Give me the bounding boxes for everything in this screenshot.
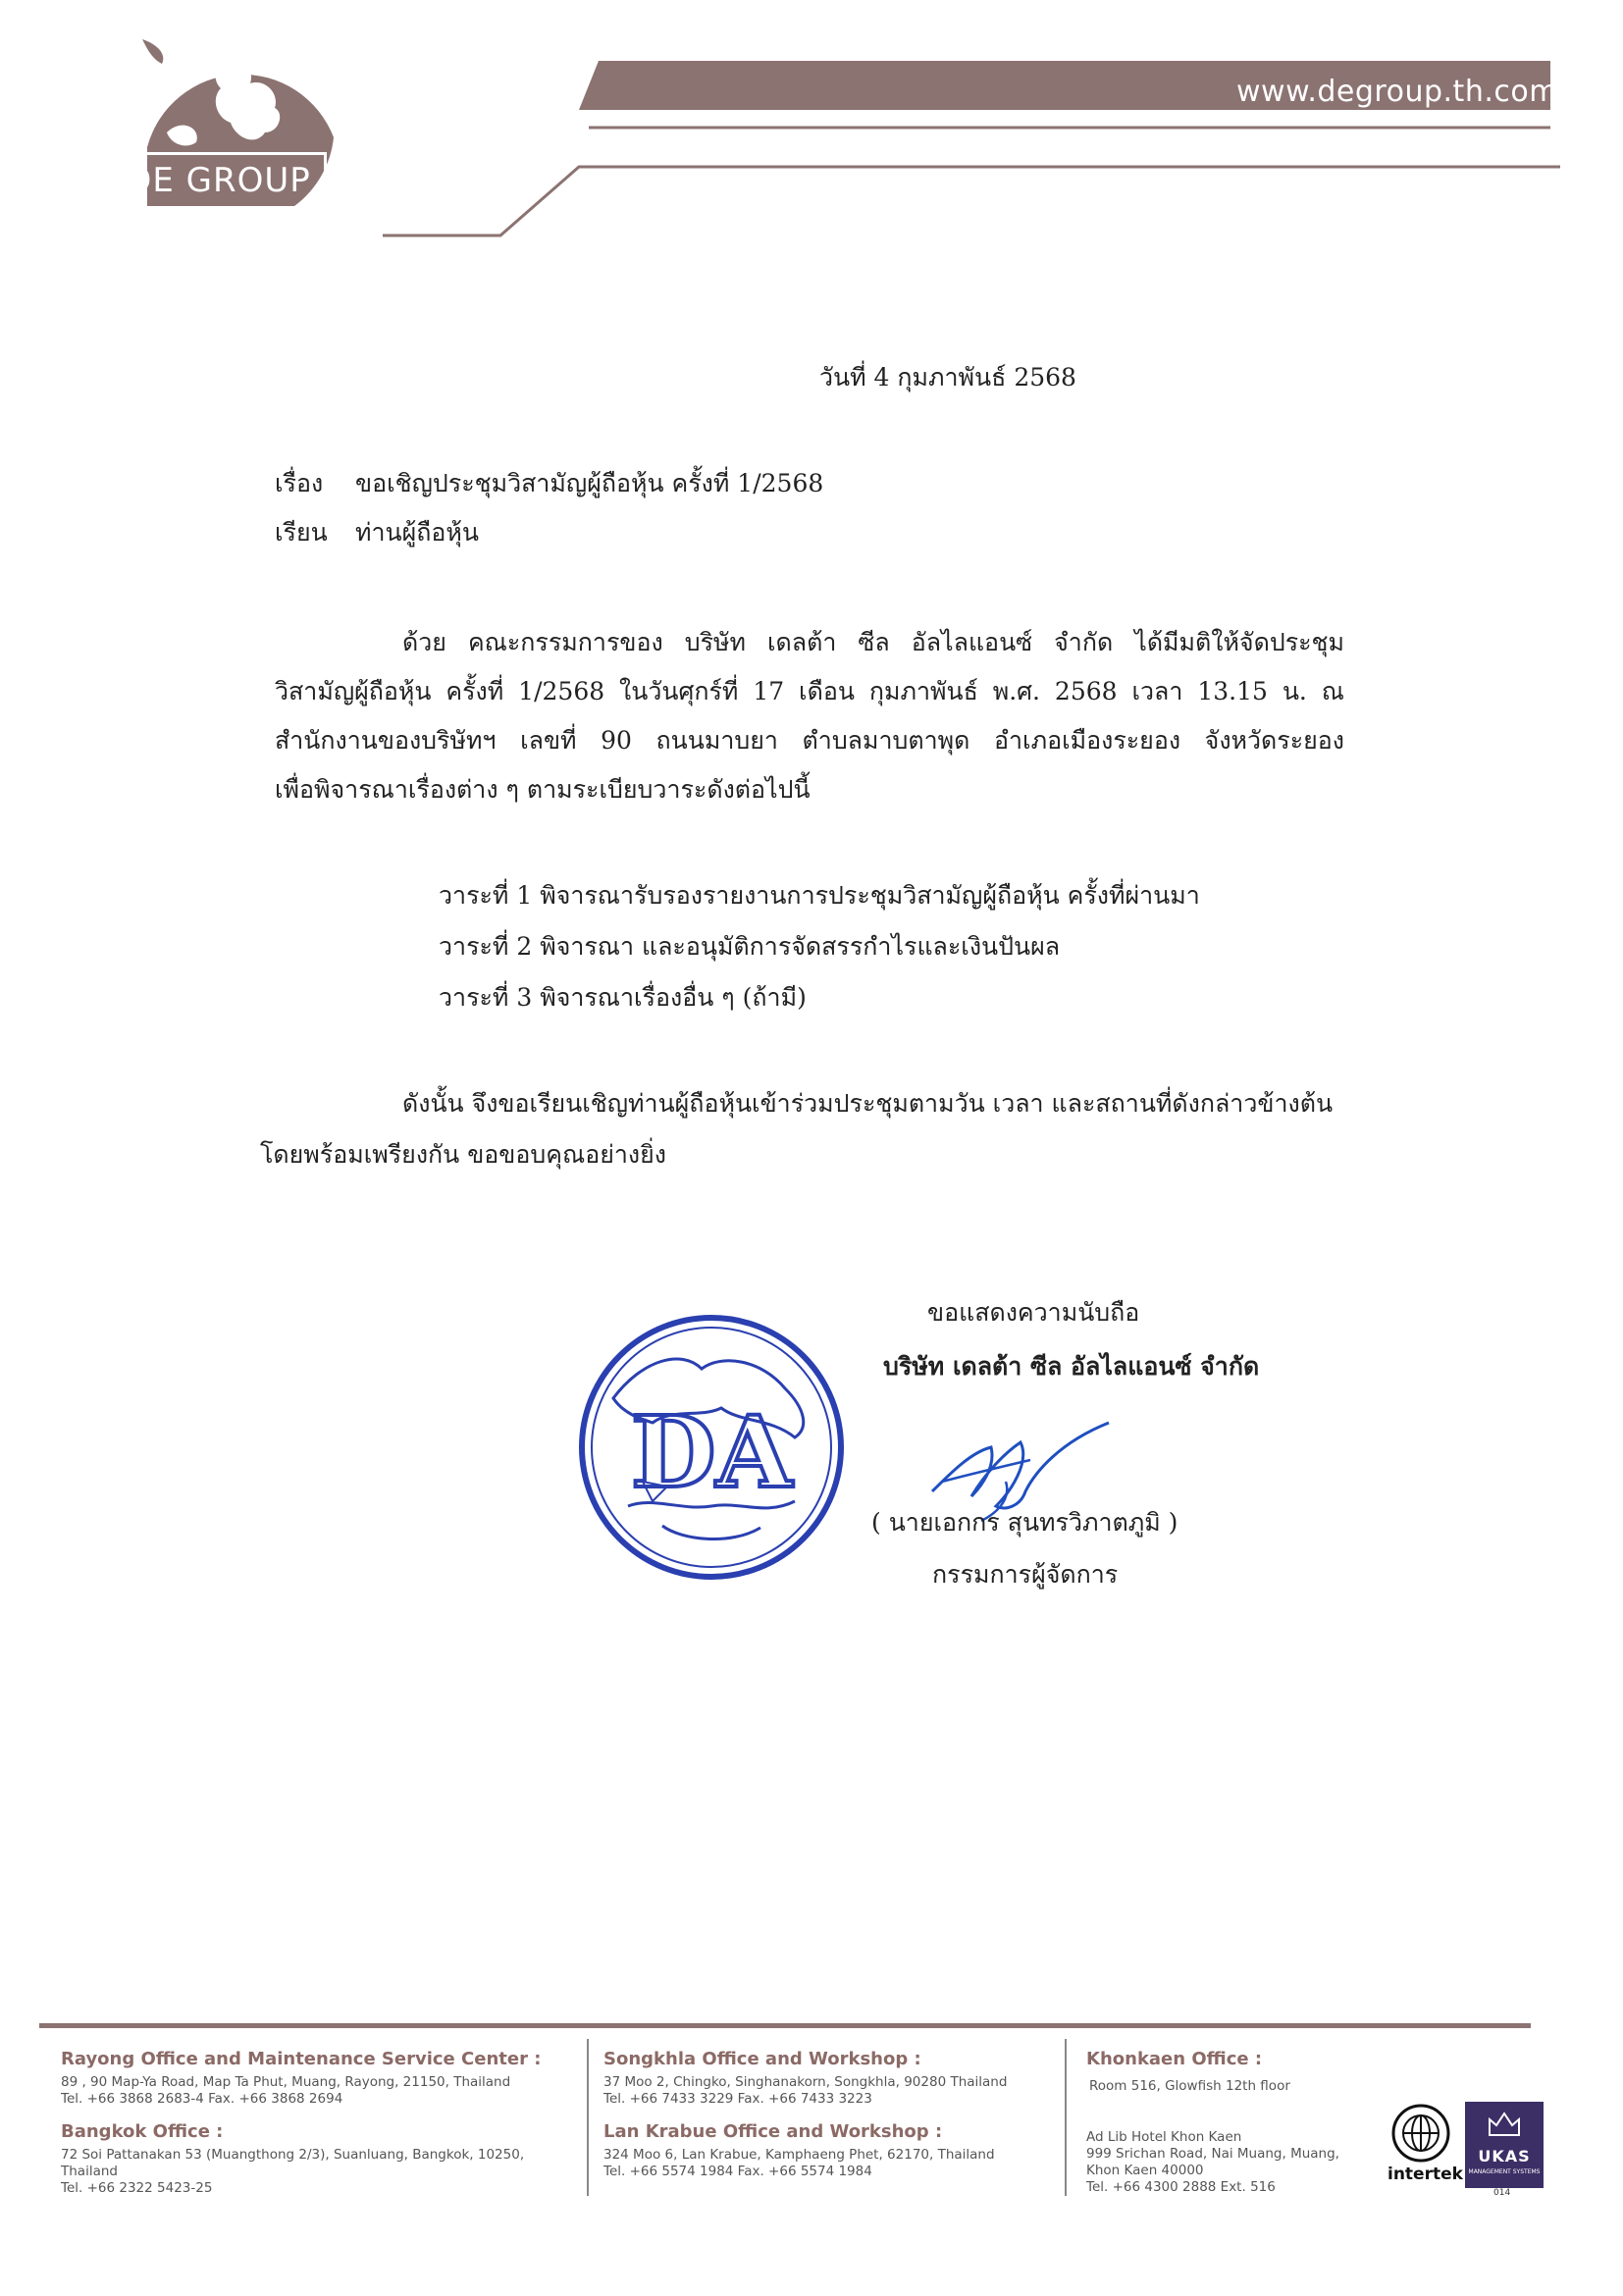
address-line: 72 Soi Pattanakan 53 (Muangthong 2/3), Suanluang, Bangkok, 10250, bbox=[61, 2147, 525, 2163]
address-line: 89 , 90 Map-Ya Road, Map Ta Phut, Muang, Rayong, 21150, Thailand bbox=[61, 2074, 511, 2090]
company-name: บริษัท เดลต้า ซีล อัลไลแอนซ์ จำกัด bbox=[883, 1352, 1260, 1381]
signer-name: ( นายเอกกร สุนทรวิภาตภูมิ ) bbox=[871, 1508, 1178, 1537]
footer-lankrabue-heading: Lan Krabue Office and Workshop : bbox=[603, 2121, 943, 2142]
header-rule-lower bbox=[383, 123, 1560, 240]
subject-text: ขอเชิญประชุมวิสามัญผู้ถือหุ้น ครั้งที่ 1/2568 bbox=[355, 469, 824, 497]
footer-lankrabue-address bbox=[603, 2147, 995, 2180]
agenda-item-2: วาระที่ 2 พิจารณา และอนุมัติการจัดสรรกำไรและเงินปันผล bbox=[439, 932, 1061, 961]
intertek-logo: intertek bbox=[1387, 2165, 1463, 2184]
iso-certification-icon bbox=[1386, 2102, 1456, 2165]
address-line: Khon Kaen 40000 bbox=[1086, 2163, 1204, 2178]
ukas-subtext: MANAGEMENT SYSTEMS bbox=[1468, 2168, 1541, 2175]
footer-divider bbox=[1065, 2039, 1067, 2196]
seal-text: DA bbox=[630, 1394, 793, 1510]
subject-label: เรื่อง bbox=[275, 469, 324, 497]
website-link[interactable]: www.degroup.th.com bbox=[1236, 75, 1558, 109]
paragraph1-line: วิสามัญผู้ถือหุ้น ครั้งที่ 1/2568 ในวันศุกร์ที่ 17 เดือน กุมภาพันธ์ พ.ศ. 2568 เวลา 13.15 น. ณ bbox=[275, 677, 1344, 705]
footer-rayong-address bbox=[61, 2074, 510, 2108]
ukas-text: UKAS bbox=[1478, 2147, 1531, 2166]
address-line: Tel. +66 3868 2683-4 Fax. +66 3868 2694 bbox=[61, 2091, 343, 2107]
address-line: Ad Lib Hotel Khon Kaen bbox=[1086, 2129, 1242, 2145]
address-line: 999 Srichan Road, Nai Muang, Muang, bbox=[1086, 2146, 1339, 2162]
ukas-badge bbox=[1465, 2102, 1544, 2188]
address-line: Tel. +66 4300 2888 Ext. 516 bbox=[1086, 2179, 1276, 2195]
paragraph1-line: ด้วย คณะกรรมการของ บริษัท เดลต้า ซีล อัลไลแอนซ์ จำกัด ได้มีมติให้จัดประชุม bbox=[402, 628, 1344, 656]
signer-title: กรรมการผู้จัดการ bbox=[932, 1560, 1119, 1589]
recipient-label: เรียน bbox=[275, 518, 328, 547]
address-line: Tel. +66 7433 3229 Fax. +66 7433 3223 bbox=[603, 2091, 872, 2107]
footer-divider bbox=[587, 2039, 589, 2196]
footer-khonkaen-heading: Khonkaen Office : bbox=[1086, 2049, 1263, 2069]
ukas-number: 014 bbox=[1493, 2188, 1511, 2198]
paragraph2-line: ดังนั้น จึงขอเรียนเชิญท่านผู้ถือหุ้นเข้าร่วมประชุมตามวัน เวลา และสถานที่ดังกล่าวข้างต้น bbox=[402, 1089, 1334, 1118]
footer-khonkaen-room: Room 516, Glowfish 12th floor bbox=[1089, 2078, 1290, 2094]
letter-date: วันที่ 4 กุมภาพันธ์ 2568 bbox=[819, 363, 1076, 391]
recipient-text: ท่านผู้ถือหุ้น bbox=[355, 518, 479, 547]
paragraph2-line: โดยพร้อมเพรียงกัน ขอขอบคุณอย่างยิ่ง bbox=[260, 1140, 666, 1169]
company-seal bbox=[574, 1310, 849, 1585]
paragraph1-line: สำนักงานของบริษัทฯ เลขที่ 90 ถนนมาบยา ตำบลมาบตาพุด อำเภอเมืองระยอง จังหวัดระยอง bbox=[275, 726, 1344, 755]
agenda-item-3: วาระที่ 3 พิจารณาเรื่องอื่น ๆ (ถ้ามี) bbox=[439, 983, 807, 1012]
paragraph1-line: เพื่อพิจารณาเรื่องต่าง ๆ ตามระเบียบวาระดังต่อไปนี้ bbox=[275, 775, 811, 804]
address-line: 37 Moo 2, Chingko, Singhanakorn, Songkhla, 90280 Thailand bbox=[603, 2074, 1008, 2090]
footer-songkhla-address bbox=[603, 2074, 1007, 2108]
closing-salutation: ขอแสดงความนับถือ bbox=[927, 1298, 1140, 1327]
footer-rule bbox=[39, 2023, 1531, 2028]
de-group-logo-text: DE GROUP bbox=[110, 152, 327, 209]
address-line: 324 Moo 6, Lan Krabue, Kamphaeng Phet, 62170, Thailand bbox=[603, 2147, 995, 2163]
address-line: Thailand bbox=[61, 2164, 118, 2179]
crown-icon bbox=[1465, 2102, 1544, 2145]
address-line: Tel. +66 2322 5423-25 bbox=[61, 2180, 213, 2196]
agenda-item-1: วาระที่ 1 พิจารณารับรองรายงานการประชุมวิสามัญผู้ถือหุ้น ครั้งที่ผ่านมา bbox=[439, 881, 1200, 910]
footer-bangkok-address bbox=[61, 2147, 524, 2197]
footer-bangkok-heading: Bangkok Office : bbox=[61, 2121, 224, 2142]
footer-songkhla-heading: Songkhla Office and Workshop : bbox=[603, 2049, 921, 2069]
footer-khonkaen-address bbox=[1086, 2129, 1339, 2196]
address-line: Tel. +66 5574 1984 Fax. +66 5574 1984 bbox=[603, 2164, 872, 2179]
footer-rayong-heading: Rayong Office and Maintenance Service Center : bbox=[61, 2049, 542, 2069]
